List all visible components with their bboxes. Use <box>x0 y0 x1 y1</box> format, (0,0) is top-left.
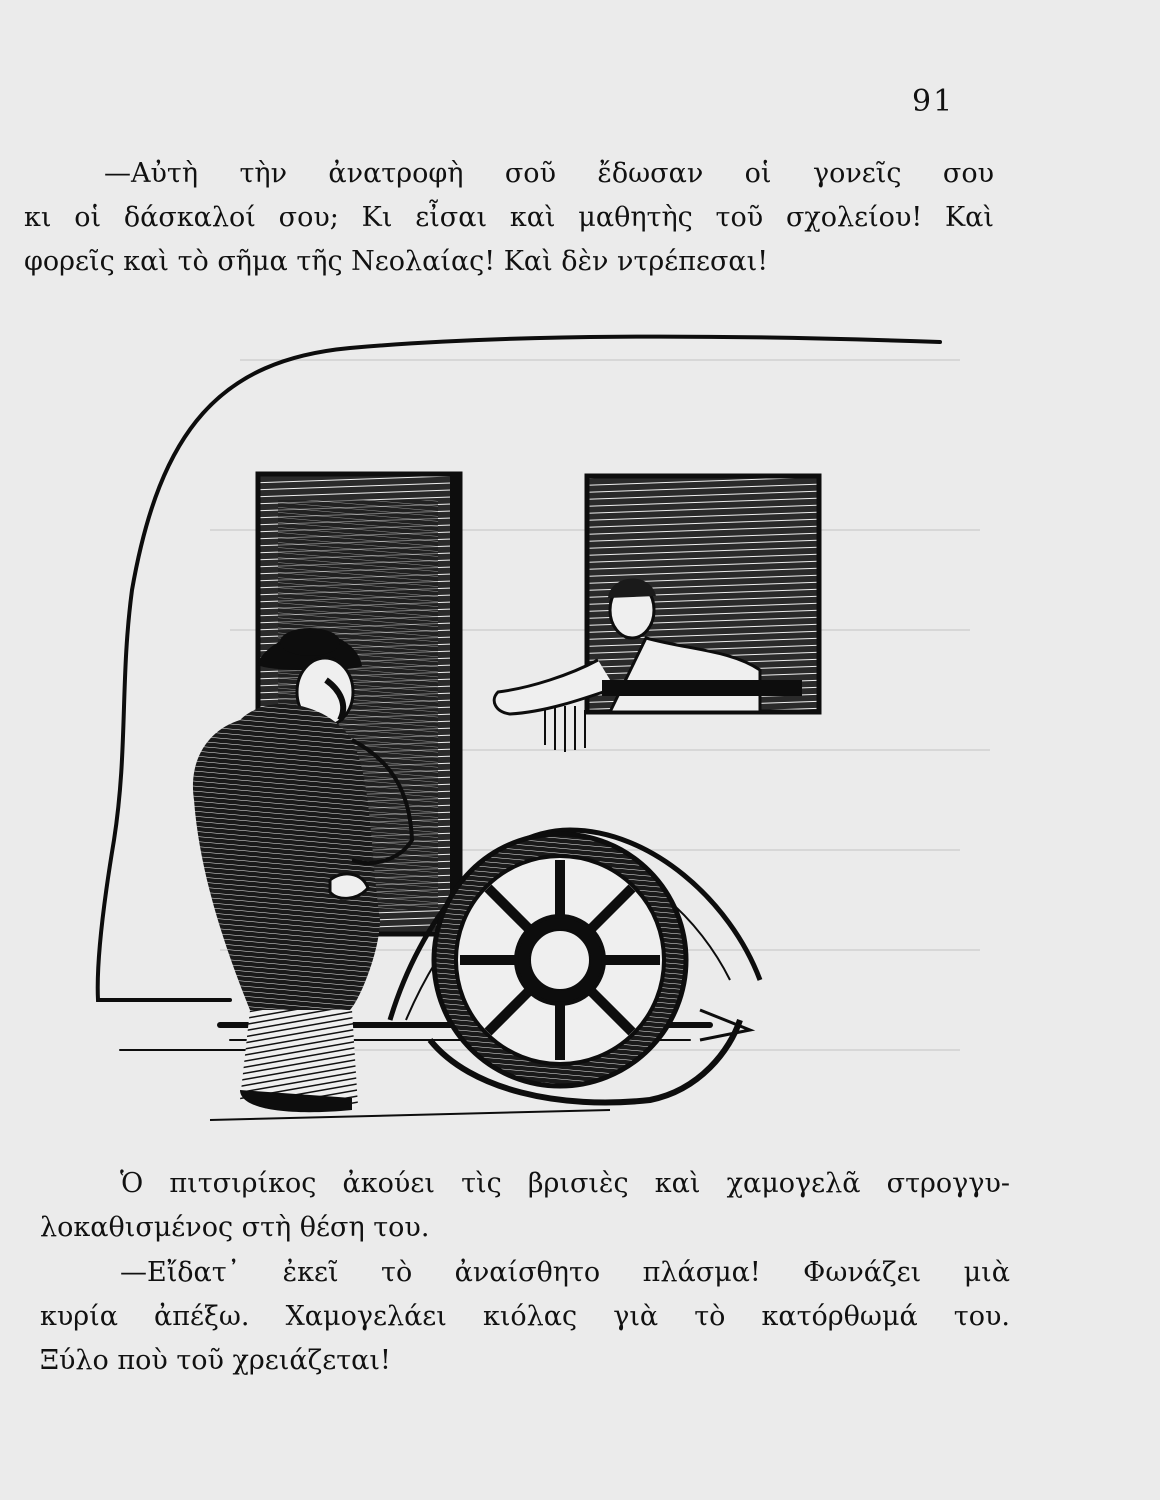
paragraph-1 <box>24 152 994 284</box>
paragraph-1-line-2: κι οἱ δάσκαλοί σου; Κι εἶσαι καὶ μαθητὴς τοῦ σχολείου! Καὶ <box>24 202 994 233</box>
illustration-bus-scene <box>90 320 960 1130</box>
paragraph-3-line-2: κυρία ἀπέξω. Χαμογελάει κιόλας γιὰ τὸ κατόρθωμά του. <box>40 1301 1010 1332</box>
paragraph-1-line-3: φορεῖς καὶ τὸ σῆμα τῆς Νεολαίας! Καὶ δὲν ντρέπεσαι! <box>24 246 769 277</box>
bus-window-right <box>494 476 819 752</box>
ground-line <box>210 1110 610 1120</box>
paragraph-2-line-2: λοκαθισμένος στὴ θέση του. <box>40 1212 430 1243</box>
paragraph-3 <box>40 1251 1010 1383</box>
page-number: 91 <box>912 84 955 119</box>
paragraph-2-line-1: Ὁ πιτσιρίκος ἀκούει τὶς βρισιὲς καὶ χαμογελᾶ στρογγυ- <box>120 1168 1010 1199</box>
paragraph-3-line-3: Ξύλο ποὺ τοῦ χρειάζεται! <box>40 1345 391 1376</box>
paragraph-1-line-1: —Αὐτὴ τὴν ἀνατροφὴ σοῦ ἔδωσαν οἱ γονεῖς σου <box>104 158 994 189</box>
paragraph-2 <box>40 1162 1010 1250</box>
paragraph-3-line-1: —Εἴδατ᾽ ἐκεῖ τὸ ἀναίσθητο πλάσμα! Φωνάζει μιὰ <box>120 1257 1010 1288</box>
